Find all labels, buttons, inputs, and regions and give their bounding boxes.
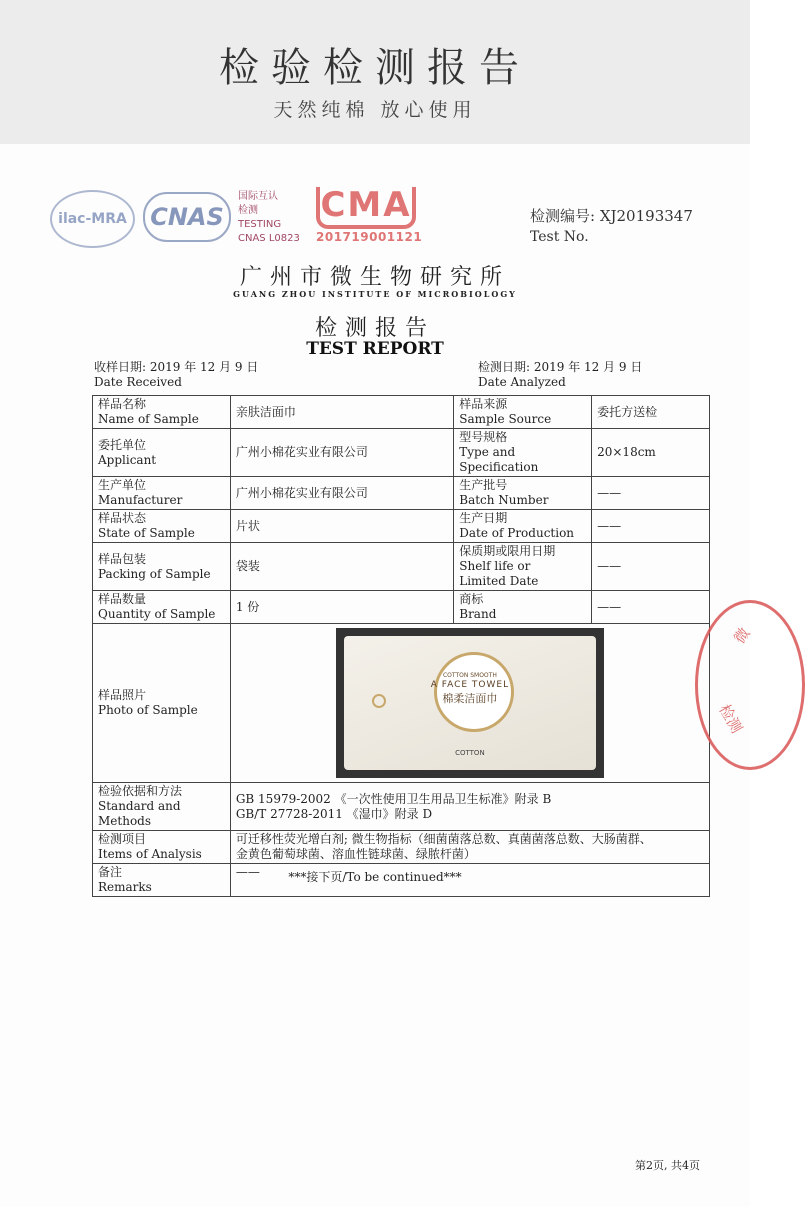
table-row	[93, 543, 710, 591]
value-cell: ——	[592, 543, 710, 591]
package-line3: 棉柔洁面巾	[442, 692, 498, 705]
table-row	[93, 477, 710, 510]
label-cell: 型号规格 Type and Specification	[454, 429, 592, 477]
official-seal: 微 检测	[695, 600, 805, 770]
value-cell: 广州小棉花实业有限公司	[230, 429, 453, 477]
value-cell: 亲肤洁面巾	[230, 396, 453, 429]
label-cell: 生产批号 Batch Number	[454, 477, 592, 510]
sample-photo	[336, 628, 604, 778]
date-received: 收样日期: 2019 年 12 月 9 日 Date Received	[94, 360, 259, 389]
institute-name-en: GUANG ZHOU INSTITUTE OF MICROBIOLOGY	[233, 289, 517, 299]
report-title: 检测报告	[314, 316, 435, 341]
banner-subtitle: 天然纯棉 放心使用	[273, 99, 477, 121]
value-cell: 袋装	[230, 543, 453, 591]
label-cell: 样品名称 Name of Sample	[93, 396, 231, 429]
label-cell: 检测项目 Items of Analysis	[93, 831, 231, 864]
test-number-en: Test No.	[530, 229, 589, 245]
label-cell: 委托单位 Applicant	[93, 429, 231, 477]
table-row	[93, 783, 710, 831]
value-cell: 20×18cm	[592, 429, 710, 477]
value-cell: 片状	[230, 510, 453, 543]
cnas-accreditation-text: 国际互认 检测 TESTING CNAS L0823	[238, 191, 300, 244]
label-cell: 保质期或限用日期 Shelf life or Limited Date	[454, 543, 592, 591]
table-row	[93, 591, 710, 624]
label-cell: 检验依据和方法 Standard and Methods	[93, 783, 231, 831]
value-cell: 1 份	[230, 591, 453, 624]
institute-name: 广州市微生物研究所	[239, 265, 510, 290]
top-banner	[0, 0, 750, 144]
value-cell: 广州小棉花实业有限公司	[230, 477, 453, 510]
label-cell: 样品来源 Sample Source	[454, 396, 592, 429]
date-analyzed: 检测日期: 2019 年 12 月 9 日 Date Analyzed	[478, 360, 643, 389]
value-cell: GB 15979-2002 《一次性使用卫生用品卫生标准》附录 B GB/T 27728-2011 《湿巾》附录 D	[230, 783, 709, 831]
value-cell: ——	[592, 510, 710, 543]
label-cell: 生产日期 Date of Production	[454, 510, 592, 543]
page-number: 第2页, 共4页	[635, 1159, 700, 1172]
cma-logo: CMA	[316, 187, 416, 229]
photo-cell	[230, 624, 709, 783]
ilac-mra-logo: ilac-MRA	[50, 190, 135, 248]
table-row	[93, 396, 710, 429]
table-row	[93, 510, 710, 543]
table-row	[93, 429, 710, 477]
report-title-en: TEST REPORT	[306, 339, 444, 359]
label-cell: 样品数量 Quantity of Sample	[93, 591, 231, 624]
value-cell: ——	[592, 477, 710, 510]
cma-number: 201719001121	[316, 230, 423, 244]
label-cell: 样品包装 Packing of Sample	[93, 543, 231, 591]
value-cell: 可迁移性荧光增白剂; 微生物指标（细菌菌落总数、真菌菌落总数、大肠菌群、 金黄色葡萄球菌、溶血性链球菌、绿脓杆菌）	[230, 831, 709, 864]
label-cell: 商标 Brand	[454, 591, 592, 624]
continued-note: ***接下页/To be continued***	[288, 870, 462, 884]
label-cell: 生产单位 Manufacturer	[93, 477, 231, 510]
label-cell: 样品照片 Photo of Sample	[93, 624, 231, 783]
sample-info-table	[92, 395, 710, 897]
label-cell: 备注 Remarks	[93, 864, 231, 897]
package-line1: COTTON SMOOTH	[442, 672, 497, 679]
banner-title: 检验检测报告	[219, 45, 531, 91]
cnas-logo: CNAS	[143, 192, 231, 242]
value-cell: ——	[592, 591, 710, 624]
package-line4: COTTON	[455, 749, 485, 757]
value-cell: ——	[230, 864, 709, 897]
test-number: 检测编号: XJ20193347	[530, 207, 693, 225]
label-cell: 样品状态 State of Sample	[93, 510, 231, 543]
table-row	[93, 831, 710, 864]
value-cell: 委托方送检	[592, 396, 710, 429]
table-row	[93, 624, 710, 783]
package-line2: A FACE TOWEL	[430, 680, 510, 690]
